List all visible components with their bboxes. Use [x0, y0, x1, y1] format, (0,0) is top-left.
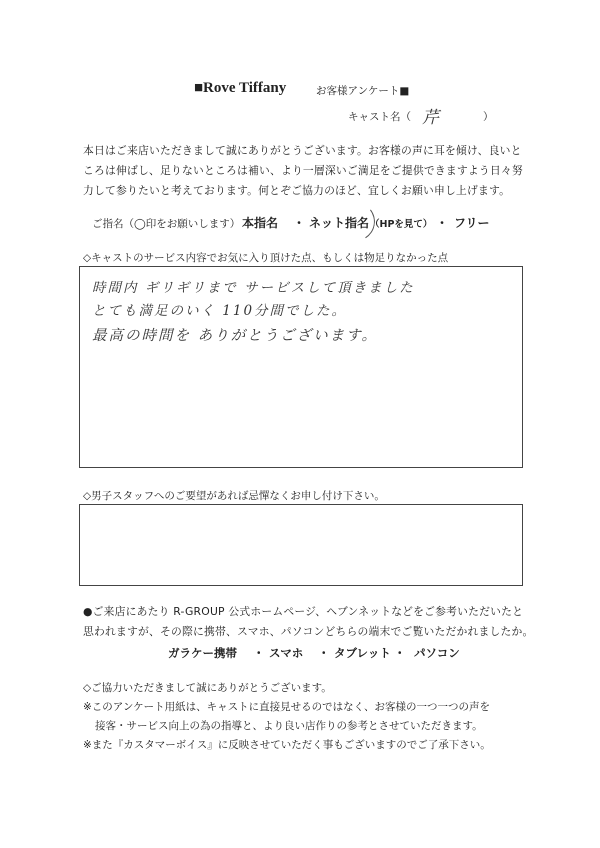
footer-note: 接客・サービス向上の為の指導と、より良い店作りの参考とさせていただきます。 [95, 720, 483, 732]
survey-title: お客様アンケート■ [316, 85, 410, 97]
device-option-smartphone[interactable]: スマホ [269, 646, 304, 660]
handwritten-answer-line: 時間内 ギリギリまで サービスして頂きました [92, 280, 415, 296]
cast-name-label: キャスト名（ [348, 111, 411, 123]
footer-note: ※このアンケート用紙は、キャストに直接見せるのではなく、お客様の一つ一つの声を [83, 701, 490, 713]
device-separator: ・ [394, 646, 406, 660]
answer-box-cast-service[interactable] [79, 266, 523, 468]
nomination-separator: ・ [293, 216, 306, 230]
device-option-tablet[interactable]: タブレット [334, 646, 391, 660]
answer-box-male-staff[interactable] [79, 504, 523, 586]
cast-name-close: ） [483, 111, 494, 123]
nomination-option-free[interactable]: フリー [454, 216, 490, 230]
handwritten-answer-line: 最高の時間を ありがとうございます。 [92, 328, 378, 344]
thank-you-note: ◇ご協力いただきまして誠にありがとうございます。 [83, 682, 332, 694]
device-option-pc[interactable]: パソコン [414, 646, 460, 660]
nomination-label: ご指名（◯印をお願いします） [92, 218, 241, 230]
cast-name-value[interactable]: 芹 [422, 108, 441, 128]
nomination-option-net[interactable]: ネット指名 [309, 216, 370, 230]
nomination-option-regular[interactable]: 本指名 [242, 216, 279, 230]
question-male-staff: ◇男子スタッフへのご要望があれば忌憚なくお申し付け下さい。 [83, 490, 385, 502]
selection-circle-mark [326, 196, 379, 245]
nomination-separator: ・ [436, 216, 449, 230]
nomination-option-net-note: （HPを見て） [370, 219, 433, 230]
question-cast-service: ◇キャストのサービス内容でお気に入り頂けた点、もしくは物足りなかった点 [83, 252, 449, 264]
device-option-feature-phone[interactable]: ガラケー携帯 [168, 646, 237, 660]
footer-note: ※また『カスタマーボイス』に反映させていただく事もございますのでご了承下さい。 [83, 739, 491, 751]
store-name: ■Rove Tiffany [194, 80, 287, 96]
intro-line: ころは伸ばし、足りないところは補い、より一層深いご満足をご提供できますよう日々努 [83, 164, 523, 177]
intro-line: 本日はご来店いただきまして誠にありがとうございます。お客様の声に耳を傾け、良いと [83, 144, 522, 157]
device-question-line: ●ご来店にあたり R-GROUP 公式ホームページ、ヘブンネットなどをご参考いただいたと [83, 605, 524, 618]
device-question-line: 思われますが、その際に携帯、スマホ、パソコンどちらの端末でご覧いただかれましたか。 [83, 625, 534, 638]
intro-line: 力して参りたいと考えております。何とぞご協力のほど、宜しくお願い申し上げます。 [83, 184, 511, 197]
device-separator: ・ [318, 646, 330, 660]
device-separator: ・ [253, 646, 265, 660]
handwritten-answer-line: とても満足のいく 110分間でした。 [92, 303, 348, 319]
